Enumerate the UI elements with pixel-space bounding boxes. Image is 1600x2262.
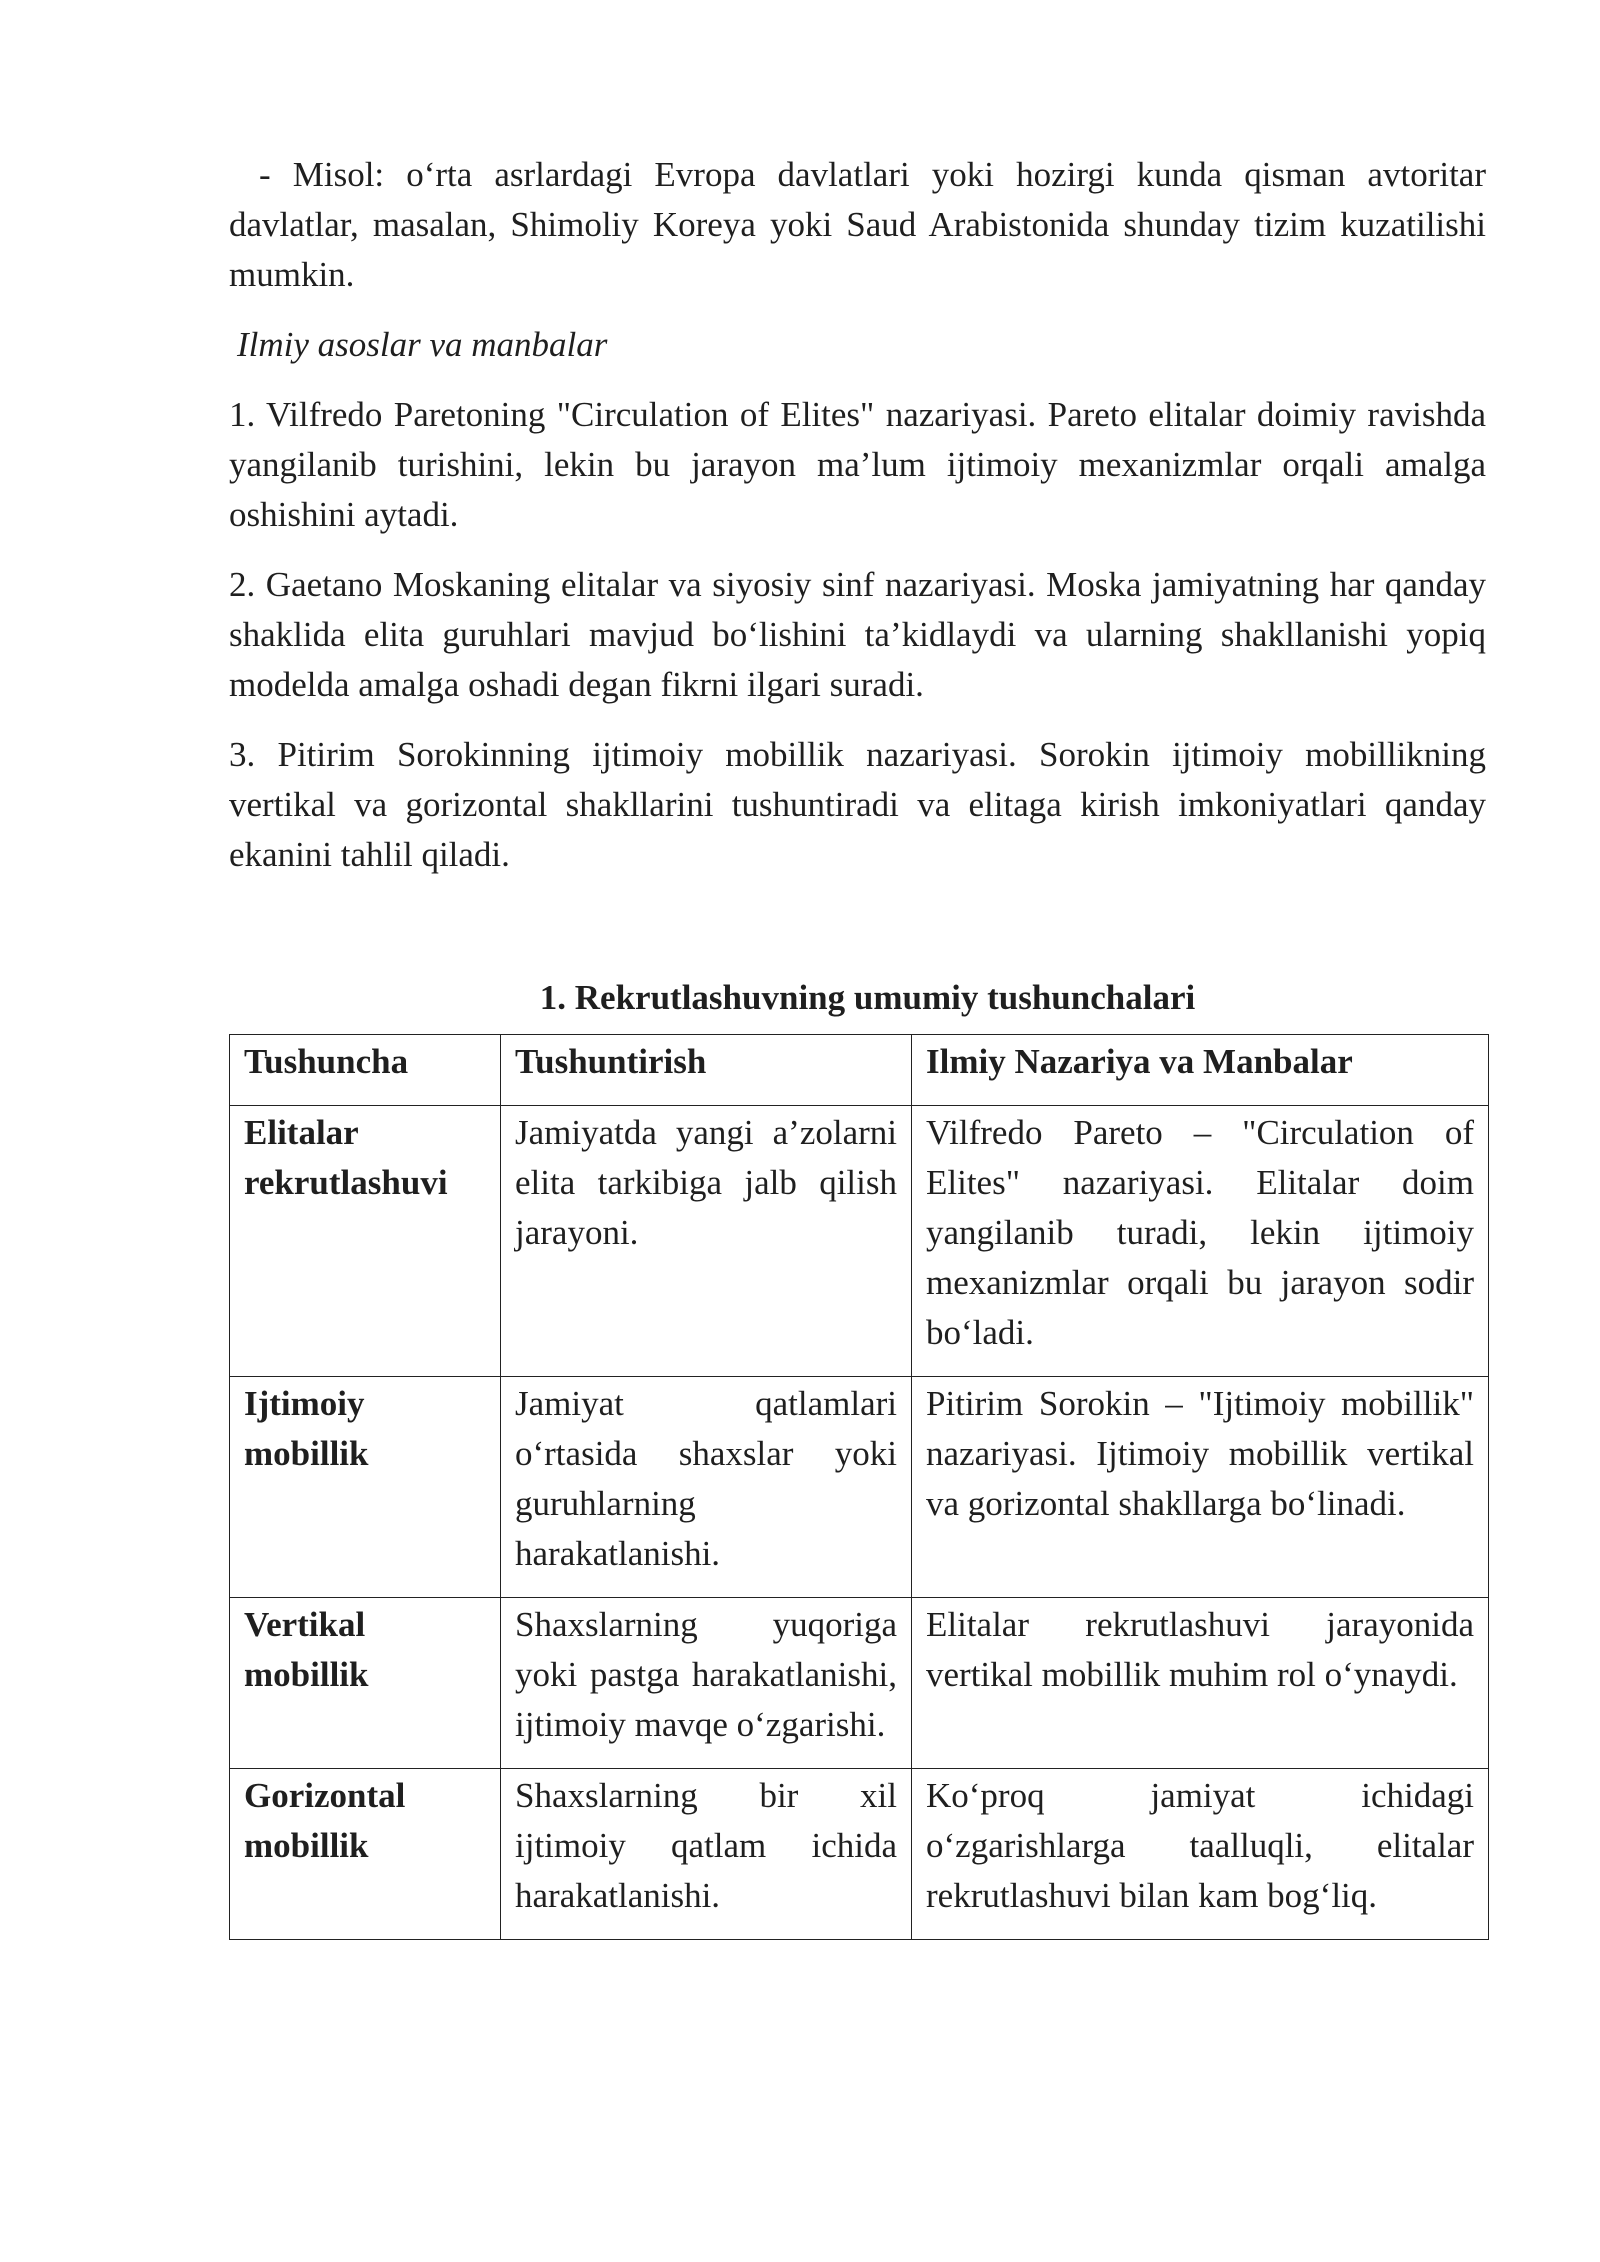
table-header-row: [230, 1035, 1489, 1106]
table-row: [230, 1106, 1489, 1377]
theory-cell: Pitirim Sorokin – "Ijtimoiy mobillik" nazariyasi. Ijtimoiy mobillik vertikal va gorizontal shakllarga bo‘linadi.: [912, 1377, 1489, 1598]
explanation-cell: Shaxslarning bir xil ijtimoiy qatlam ichida harakatlanishi.: [501, 1769, 912, 1940]
concepts-table: [229, 1034, 1489, 1940]
term-cell: Gorizontal mobillik: [230, 1769, 501, 1940]
reference-item: 3. Pitirim Sorokinning ijtimoiy mobillik nazariyasi. Sorokin ijtimoiy mobillikning vertikal va gorizontal shakllarini tushuntiradi va elitaga kirish imkoniyatlari qanday ekanini tahlil qiladi.: [229, 735, 1486, 874]
explanation-cell: Jamiyatda yangi a’zolarni elita tarkibiga jalb qilish jarayoni.: [501, 1106, 912, 1377]
term-cell: Elitalar rekrutlashuvi: [230, 1106, 501, 1377]
example-paragraph: - Misol: o‘rta asrlardagi Evropa davlatlari yoki hozirgi kunda qisman avtoritar davlatlar, masalan, Shimoliy Koreya yoki Saud Arabistonida shunday tizim kuzatilishi mumkin.: [229, 155, 1486, 294]
document-page: [229, 150, 1486, 1940]
explanation-cell: Shaxslarning yuqoriga yoki pastga harakatlanishi, ijtimoiy mavqe o‘zgarishi.: [501, 1598, 912, 1769]
theory-cell: Elitalar rekrutlashuvi jarayonida vertikal mobillik muhim rol o‘ynaydi.: [912, 1598, 1489, 1769]
theory-cell: Vilfredo Pareto – "Circulation of Elites" nazariyasi. Elitalar doim yangilanib turadi, lekin ijtimoiy mexanizmlar orqali bu jarayon sodir bo‘ladi.: [912, 1106, 1489, 1377]
term-cell: Ijtimoiy mobillik: [230, 1377, 501, 1598]
column-header-theory: Ilmiy Nazariya va Manbalar: [912, 1035, 1489, 1106]
theory-cell: Ko‘proq jamiyat ichidagi o‘zgarishlarga taalluqli, elitalar rekrutlashuvi bilan kam bog‘liq.: [912, 1769, 1489, 1940]
table-row: [230, 1598, 1489, 1769]
reference-item: 2. Gaetano Moskaning elitalar va siyosiy sinf nazariyasi. Moska jamiyatning har qanday shaklida elita guruhlari mavjud bo‘lishini ta’kidlaydi va ularning shakllanishi yopiq modelda amalga oshadi degan fikrni ilgari suradi.: [229, 565, 1486, 704]
table-title: 1. Rekrutlashuvning umumiy tushunchalari: [539, 978, 1196, 1017]
explanation-cell: Jamiyat qatlamlari o‘rtasida shaxslar yoki guruhlarning harakatlanishi.: [501, 1377, 912, 1598]
section-heading: Ilmiy asoslar va manbalar: [237, 325, 608, 364]
term-cell: Vertikal mobillik: [230, 1598, 501, 1769]
column-header-term: Tushuncha: [230, 1035, 501, 1106]
reference-item: 1. Vilfredo Paretoning "Circulation of Elites" nazariyasi. Pareto elitalar doimiy ravishda yangilanib turishini, lekin bu jarayon ma’lum ijtimoiy mexanizmlar orqali amalga oshishini aytadi.: [229, 395, 1486, 534]
column-header-explanation: Tushuntirish: [501, 1035, 912, 1106]
table-row: [230, 1769, 1489, 1940]
table-row: [230, 1377, 1489, 1598]
